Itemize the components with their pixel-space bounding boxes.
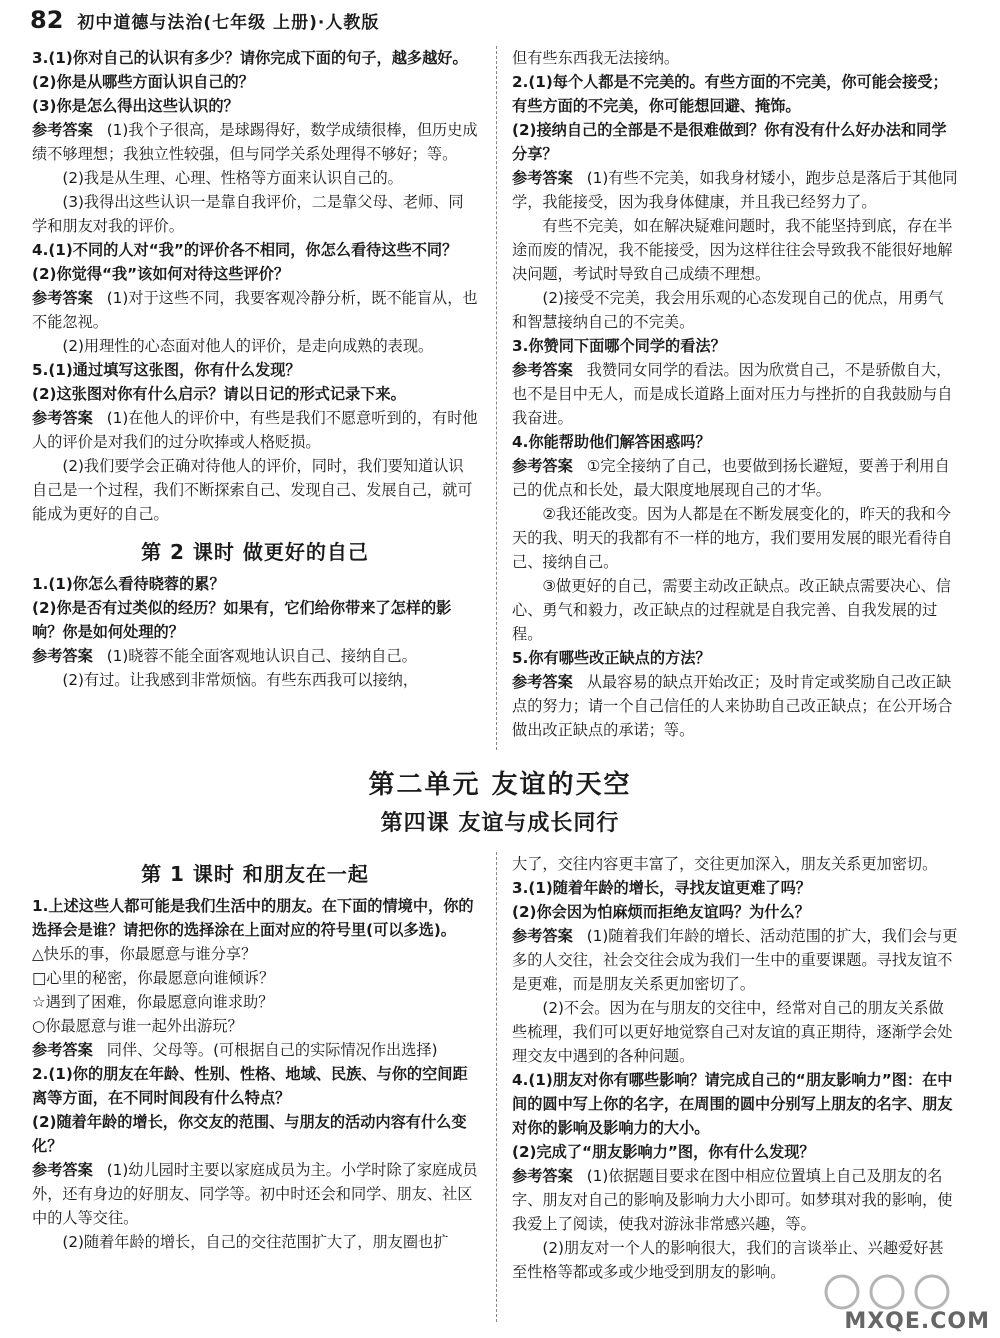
answer-text: 我赞同女同学的看法。因为欣赏自己，不是骄傲自大，也不是目中无人，而是成长道路上面对压力与挫折的自我鼓励与自我奋进。 bbox=[512, 361, 953, 427]
answer-text: (1)在他人的评价中，有些是我们不愿意听到的，有时他人的评价是对我们的过分吹捧或人格贬损。 bbox=[32, 409, 478, 451]
question-line: 3.(1)你对自己的认识有多少？请你完成下面的句子，越多越好。 bbox=[32, 49, 468, 67]
answer-continuation: (2)不会。因为在与朋友的交往中，经常对自己的朋友关系做些梳理，我们可以更好地觉察自己对友谊的真正期待，逐渐学会处理交友中遇到的各种问题。 bbox=[512, 999, 953, 1065]
answer-paragraph bbox=[512, 454, 958, 502]
question-line: 1.上述这些人都可能是我们生活中的朋友。在下面的情境中，你的选择会是谁？请把你的选择涂在上面对应的符号里(可以多选)。 bbox=[32, 897, 474, 939]
watermark-text: MXQE.COM bbox=[844, 1309, 990, 1334]
answer-paragraph bbox=[512, 358, 958, 430]
answer-label: 参考答案 bbox=[32, 289, 93, 307]
question-line: 5.(1)通过填写这张图，你有什么发现？ bbox=[32, 361, 301, 379]
answer-paragraph bbox=[32, 1038, 478, 1062]
answer-continuation: (2)有过。让我感到非常烦恼。有些东西我可以接纳， bbox=[62, 671, 419, 689]
answer-continuation: (2)我们要学会正确对待他人的评价，同时，我们要知道认识自己是一个过程，我们不断探索自己、发现自己、发展自己，就可能成为更好的自己。 bbox=[32, 457, 473, 523]
column-top-right bbox=[512, 46, 958, 742]
answer-paragraph bbox=[512, 166, 958, 214]
answer-continuation: ③做更好的自己，需要主动改正缺点。改正缺点需要决心、信心、勇气和毅力，改正缺点的过程就是自我完善、自我发展的过程。 bbox=[512, 577, 951, 643]
answer-text: ①完全接纳了自己，也要做到扬长避短，要善于利用自己的优点和长处，最大限度地展现自己的才华。 bbox=[512, 457, 950, 499]
answer-text: (1)对于这些不同，我要客观冷静分析，既不能盲从，也不能忽视。 bbox=[32, 289, 478, 331]
answer-paragraph bbox=[32, 644, 478, 668]
question-line: 4.你能帮助他们解答困惑吗？ bbox=[512, 433, 711, 451]
answer-continuation: (3)我得出这些认识一是靠自我评价，二是靠父母、老师、同学和朋友对我的评价。 bbox=[32, 193, 464, 235]
question-line: (2)完成了“朋友影响力”图，你有什么发现？ bbox=[512, 1143, 815, 1161]
text-line: □心里的秘密，你最愿意向谁倾诉？ bbox=[32, 969, 275, 987]
question-line: 3.你赞同下面哪个同学的看法？ bbox=[512, 337, 726, 355]
answer-continuation: (2)朋友对一个人的影响很大，我们的言谈举止、兴趣爱好甚至性格等都或多或少地受到朋友的影响。 bbox=[512, 1239, 944, 1281]
answer-paragraph bbox=[32, 118, 478, 166]
question-line: (2)你会因为怕麻烦而拒绝友谊吗？为什么？ bbox=[512, 903, 810, 921]
question-line: 3.(1)随着年龄的增长，寻找友谊更难了吗？ bbox=[512, 879, 811, 897]
answer-label: 参考答案 bbox=[32, 409, 93, 427]
question-line: 4.(1)朋友对你有哪些影响？请完成自己的“朋友影响力”图：在中间的圆中写上你的名字，在周围的圆中分别写上朋友的名字、朋友对你的影响及影响力的大小。 bbox=[512, 1071, 953, 1137]
question-line: 2.(1)每个人都是不完美的。有些方面的不完美，你可能会接受；有些方面的不完美，你可能想回避、掩饰。 bbox=[512, 73, 948, 115]
answer-continuation: (2)接受不完美，我会用乐观的心态发现自己的优点，用勇气和智慧接纳自己的不完美。 bbox=[512, 289, 944, 331]
answer-label: 参考答案 bbox=[512, 457, 573, 475]
answer-label: 参考答案 bbox=[32, 1041, 93, 1059]
question-line: 1.(1)你怎么看待晓蓉的累？ bbox=[32, 575, 225, 593]
column-bottom-right bbox=[512, 852, 958, 1284]
answer-label: 参考答案 bbox=[512, 169, 573, 187]
question-line: (2)随着年龄的增长，你交友的范围、与朋友的活动内容有什么变化？ bbox=[32, 1113, 467, 1155]
answer-label: 参考答案 bbox=[512, 1167, 573, 1185]
text-line: ☆遇到了困难，你最愿意向谁求助？ bbox=[32, 993, 274, 1011]
answer-label: 参考答案 bbox=[512, 673, 573, 691]
question-line: (3)你是怎么得出这些认识的？ bbox=[32, 97, 239, 115]
answer-label: 参考答案 bbox=[32, 1161, 93, 1179]
section-title: 第 1 课时 和朋友在一起 bbox=[141, 862, 369, 886]
question-line: (2)这张图对你有什么启示？请以日记的形式记录下来。 bbox=[32, 385, 406, 403]
question-line: (2)接纳自己的全部是不是很难做到？你有没有什么好办法和同学分享？ bbox=[512, 121, 947, 163]
answer-text: (1)我个子很高，是球踢得好，数学成绩很棒，但历史成绩不够理想；我独立性较强，但与同学关系处理得不够好；等。 bbox=[32, 121, 478, 163]
section-title: 第 2 课时 做更好的自己 bbox=[141, 540, 369, 564]
answer-paragraph bbox=[32, 286, 478, 334]
answer-label: 参考答案 bbox=[512, 361, 573, 379]
answer-label: 参考答案 bbox=[32, 121, 93, 139]
answer-continuation: 有些不完美，如在解决疑难问题时，我不能坚持到底，存在半途而废的情况，我不能接受，因为这样往往会导致我不能很好地解决问题，考试时导致自己成绩不理想。 bbox=[512, 217, 953, 283]
answer-label: 参考答案 bbox=[32, 647, 93, 665]
answer-text: (1)随着我们年龄的增长、活动范围的扩大，我们会与更多的人交往，社会交往会成为我们一生中的重要课题。寻找友谊不是更难，而是朋友关系更加密切了。 bbox=[512, 927, 958, 993]
page-number: 82 bbox=[30, 6, 64, 34]
text-line: 但有些东西我无法接纳。 bbox=[512, 49, 680, 67]
answer-text: (1)依据题目要求在图中相应位置填上自己及朋友的名字、朋友对自己的影响及影响力大小即可。如梦琪对我的影响，使我爱上了阅读，使我对游泳非常感兴趣，等。 bbox=[512, 1167, 953, 1233]
text-line: ○你最愿意与谁一起外出游玩？ bbox=[32, 1017, 243, 1035]
answer-text: (1)幼儿园时主要以家庭成员为主。小学时除了家庭成员外，还有身边的好朋友、同学等。初中时还会和同学、朋友、社区中的人等交往。 bbox=[32, 1161, 478, 1227]
question-line: 5.你有哪些改正缺点的方法？ bbox=[512, 649, 711, 667]
column-divider-bottom bbox=[496, 852, 497, 1322]
lesson-title: 第四课 友谊与成长同行 bbox=[380, 811, 620, 836]
column-divider-top bbox=[496, 46, 497, 750]
column-bottom-left bbox=[32, 848, 478, 1254]
unit-title: 第二单元 友谊的天空 bbox=[368, 770, 632, 800]
question-line: (2)你是从哪些方面认识自己的？ bbox=[32, 73, 254, 91]
answer-text: (1)晓蓉不能全面客观地认识自己、接纳自己。 bbox=[106, 647, 417, 665]
answer-paragraph bbox=[512, 924, 958, 996]
column-top-left bbox=[32, 46, 478, 692]
answer-continuation: ②我还能改变。因为人都是在不断发展变化的，昨天的我和今天的我、明天的我都有不一样的地方，我们要用发展的眼光看待自己、接纳自己。 bbox=[512, 505, 953, 571]
question-line: 4.(1)不同的人对“我”的评价各不相同，你怎么看待这些不同？ bbox=[32, 241, 458, 259]
answer-continuation: (2)随着年龄的增长，自己的交往范围扩大了，朋友圈也扩 bbox=[62, 1233, 449, 1251]
answer-paragraph bbox=[512, 1164, 958, 1236]
answer-text: 从最容易的缺点开始改正；及时肯定或奖励自己改正缺点的努力；请一个自己信任的人来协助自己改正缺点；在公开场合做出改正缺点的承诺；等。 bbox=[512, 673, 953, 739]
answer-text: 同伴、父母等。(可根据自己的实际情况作出选择) bbox=[106, 1041, 438, 1059]
text-line: △快乐的事，你最愿意与谁分享？ bbox=[32, 945, 257, 963]
book-title: 初中道德与法治(七年级 上册)·人教版 bbox=[77, 13, 380, 33]
answer-paragraph bbox=[512, 670, 958, 742]
question-line: (2)你是否有过类似的经历？如果有，它们给你带来了怎样的影响？你是如何处理的？ bbox=[32, 599, 452, 641]
answer-paragraph bbox=[32, 1158, 478, 1230]
page-header bbox=[30, 6, 379, 34]
text-line: 大了，交往内容更丰富了，交往更加深入，朋友关系更加密切。 bbox=[512, 855, 938, 873]
answer-label: 参考答案 bbox=[512, 927, 573, 945]
answer-continuation: (2)我是从生理、心理、性格等方面来认识自己的。 bbox=[62, 169, 403, 187]
question-line: 2.(1)你的朋友在年龄、性别、性格、地域、民族、与你的空间距离等方面，在不同时间段有什么特点？ bbox=[32, 1065, 468, 1107]
answer-continuation: (2)用理性的心态面对他人的评价，是走向成熟的表现。 bbox=[62, 337, 434, 355]
question-line: (2)你觉得“我”该如何对待这些评价？ bbox=[32, 265, 290, 283]
answer-text: (1)有些不完美，如我身材矮小，跑步总是落后于其他同学，我能接受，因为我身体健康，并且我已经努力了。 bbox=[512, 169, 958, 211]
answer-paragraph bbox=[32, 406, 478, 454]
